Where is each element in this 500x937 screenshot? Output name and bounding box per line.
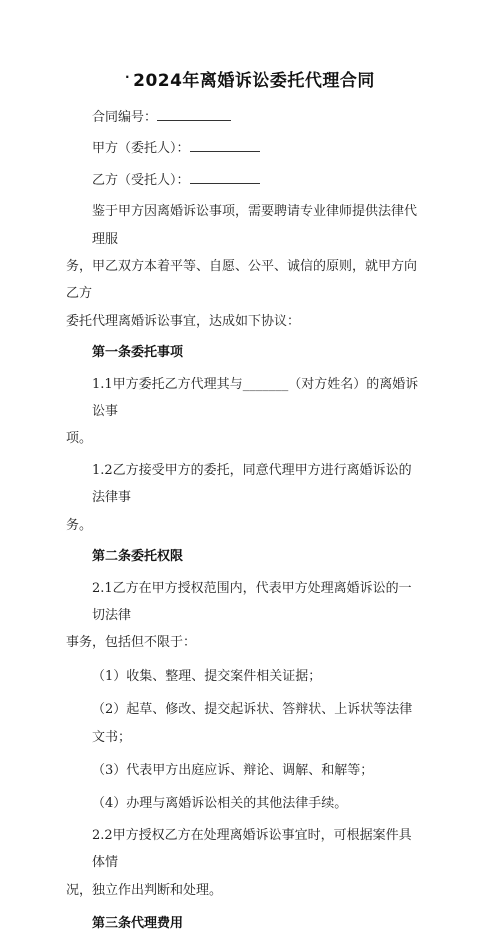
clause-2-1 [66,575,424,657]
contract-number-blank[interactable] [157,109,231,121]
clause-2-2-line-2: 况，独立作出判断和处理。 [66,882,223,898]
list-item: （1）收集、整理、提交案件相关证据； [92,668,322,684]
clause-1-2-line-1: 1.2乙方接受甲方的委托，同意代理甲方进行离婚诉讼的法律事 [92,462,412,506]
list-item: （3）代表甲方出庭应诉、辩论、调解、和解等； [92,762,374,778]
intro-line-2: 务，甲乙双方本着平等、自愿、公平、诚信的原则，就甲方向乙方 [66,259,418,302]
clause-1-2-line-2: 务。 [66,517,93,533]
intro-line-3: 委托代理离婚诉讼事宜，达成如下协议： [66,313,301,329]
clause-2-1-line-2: 事务，包括但不限于： [66,635,197,651]
clause-1-2 [66,457,424,539]
party-a-label: 甲方（委托人）： [92,141,190,157]
section-2-heading: 第二条委托权限 [92,549,184,565]
clause-1-1-line-2: 项。 [66,431,93,447]
intro-paragraph [66,198,424,335]
clause-1-1-part-2: （对方姓名）的离婚诉讼事 [92,376,419,420]
document-title [0,66,500,91]
party-b-blank[interactable] [190,172,260,184]
intro-line-1: 鉴于甲方因离婚诉讼事项，需要聘请专业律师提供法律代理服 [92,204,418,247]
clause-2-2 [66,822,424,904]
contract-number-label: 合同编号： [92,110,158,125]
section-1-heading: 第一条委托事项 [92,345,184,361]
title-dot: · [125,70,131,84]
list-item: （2）起草、修改、提交起诉状、答辩状、上诉状等法律文书； [92,702,413,745]
clause-1-1-line-1 [66,371,424,426]
opponent-name-blank[interactable]: _______ [242,376,289,392]
title-text: 2024年离婚诉讼委托代理合同 [133,71,375,91]
list-item: （4）办理与离婚诉讼相关的其他法律手续。 [92,796,348,812]
party-b-line [92,167,424,194]
document-body [66,104,424,937]
contract-number-line [92,104,424,131]
section-3-heading: 第三条代理费用 [92,915,184,931]
clause-2-2-line-1: 2.2甲方授权乙方在处理离婚诉讼事宜时，可根据案件具体情 [92,827,412,871]
party-b-label: 乙方（受托人）： [92,172,190,188]
party-a-blank[interactable] [190,140,260,152]
clause-1-1 [66,371,424,453]
clause-1-1-part-1: 1.1甲方委托乙方代理其与 [92,376,243,392]
clause-2-1-line-1: 2.1乙方在甲方授权范围内，代表甲方处理离婚诉讼的一切法律 [92,580,412,623]
party-a-line [92,135,424,162]
